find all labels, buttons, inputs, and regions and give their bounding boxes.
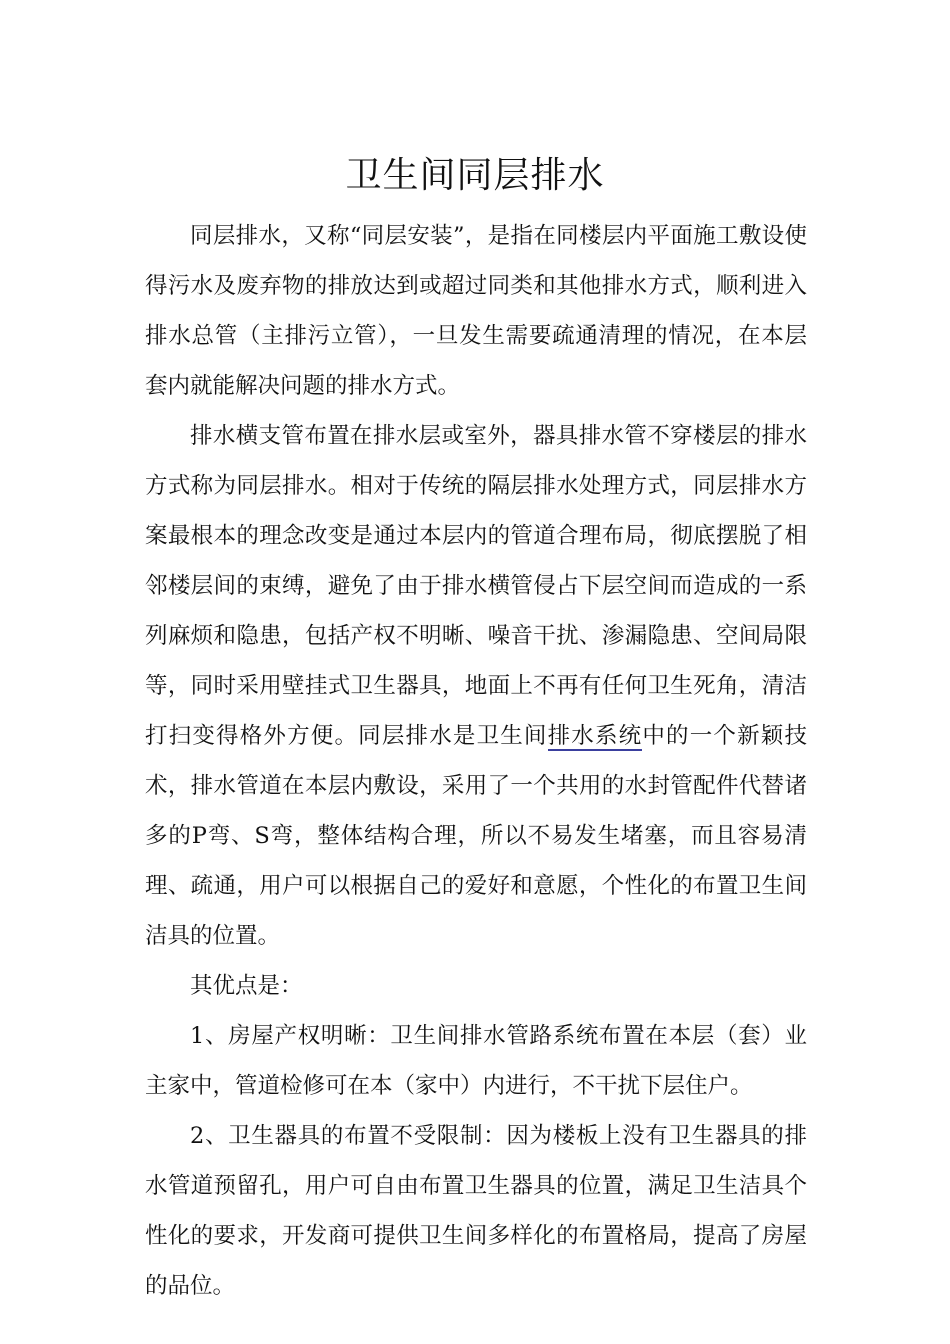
- paragraph-advantage-2: 2、卫生器具的布置不受限制：因为楼板上没有卫生器具的排水管道预留孔，用户可自由布置卫生器具的位置，满足卫生洁具个性化的要求，开发商可提供卫生间多样化的布置格局，提高了房屋的品位。: [145, 1123, 807, 1299]
- paragraph-description-text-after: 中的一个新颖技术，排水管道在本层内敷设，采用了一个共用的水封管配件代替诸多的P弯、S弯，整体结构合理，所以不易发生堵塞，而且容易清理、疏通，用户可以根据自己的爱好和意愿，个性化的布置卫生间洁具的位置。: [145, 723, 807, 949]
- paragraph-advantages-heading: 其优点是：: [190, 973, 303, 999]
- document-body: [145, 211, 807, 1311]
- paragraph-advantage-1: 1、房屋产权明晰：卫生间排水管路系统布置在本层（套）业主家中，管道检修可在本（家中）内进行，不干扰下层住户。: [145, 1023, 807, 1099]
- drainage-system-link[interactable]: 排水系统: [547, 723, 643, 749]
- page-title: 卫生间同层排水: [345, 155, 605, 196]
- paragraph-description-text-before: 排水横支管布置在排水层或室外，器具排水管不穿楼层的排水方式称为同层排水。相对于传统的隔层排水处理方式，同层排水方案最根本的理念改变是通过本层内的管道合理布局，彻底摆脱了相邻楼层间的束缚，避免了由于排水横管侵占下层空间而造成的一系列麻烦和隐患，包括产权不明晰、噪音干扰、渗漏隐患、空间局限等，同时采用壁挂式卫生器具，地面上不再有任何卫生死角，清洁打扫变得格外方便。同层排水是卫生间: [145, 423, 807, 749]
- paragraph-definition: 同层排水，又称“同层安装”，是指在同楼层内平面施工敷设使得污水及废弃物的排放达到或超过同类和其他排水方式，顺利进入排水总管（主排污立管），一旦发生需要疏通清理的情况，在本层套内就能解决问题的排水方式。: [145, 223, 807, 399]
- paragraph-description: [145, 411, 807, 961]
